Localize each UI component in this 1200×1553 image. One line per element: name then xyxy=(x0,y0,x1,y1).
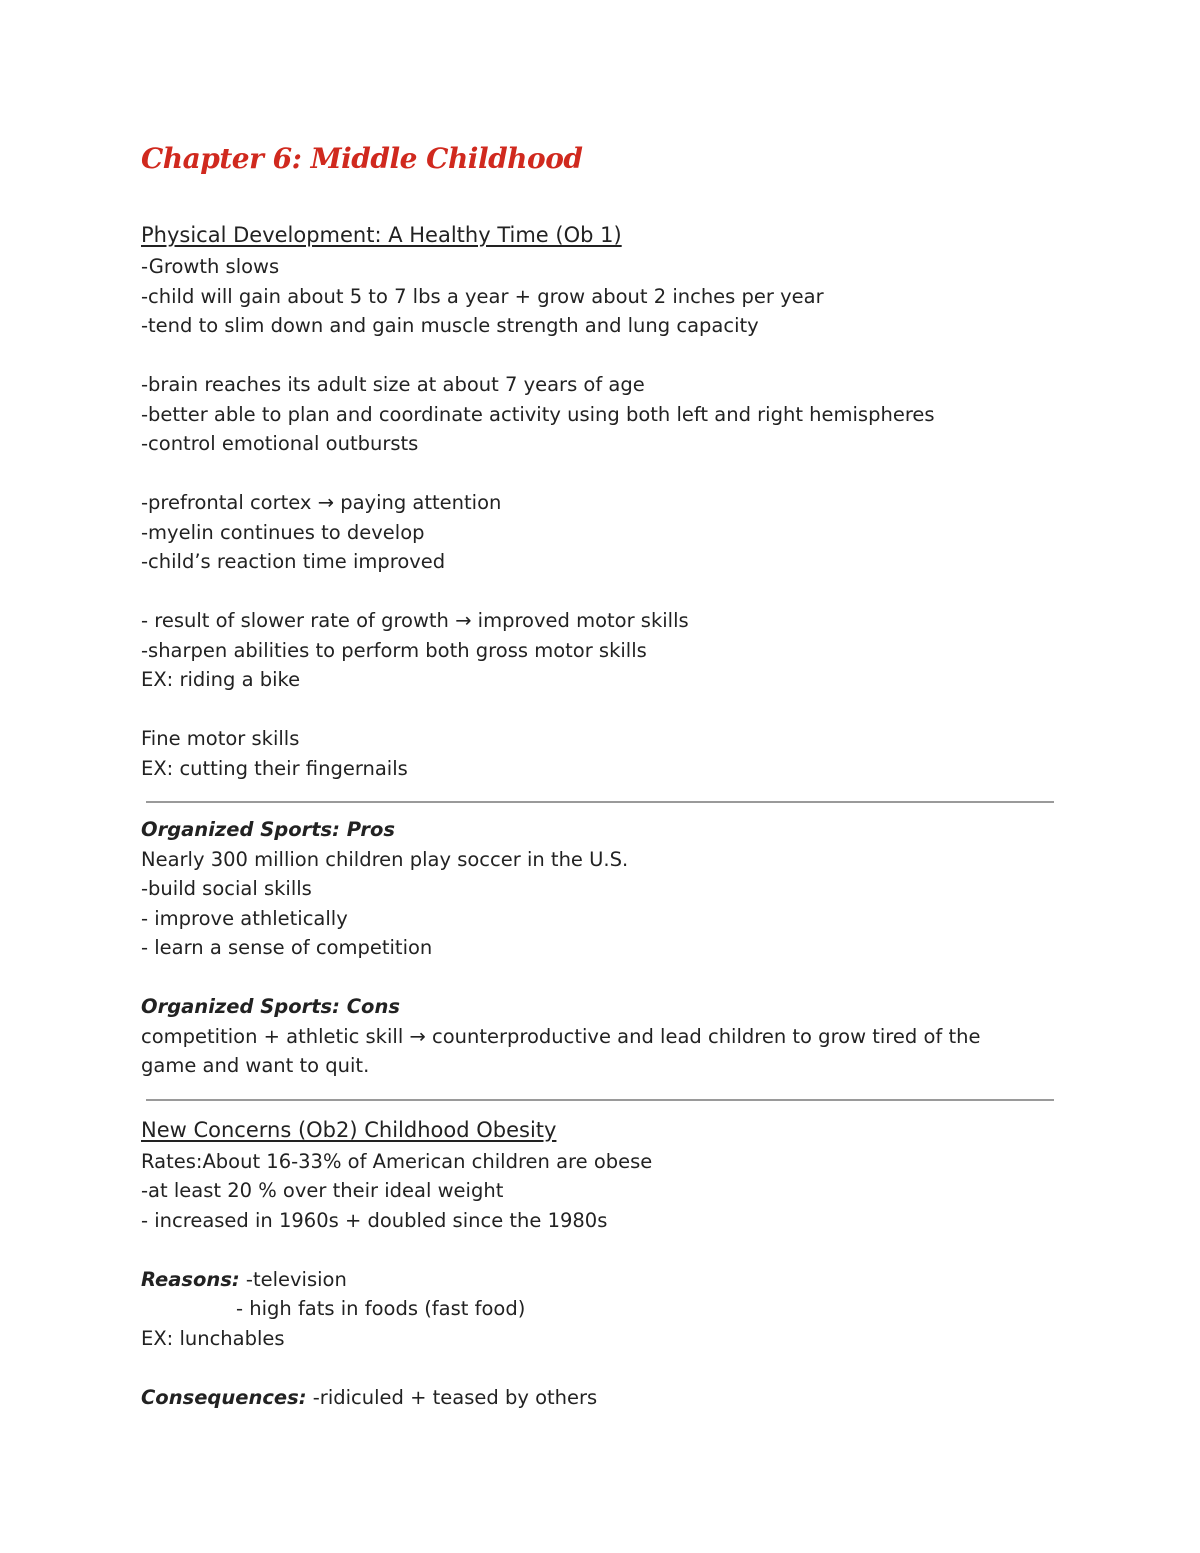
spacer xyxy=(141,577,1061,607)
text-line: Rates:About 16-33% of American children are obese xyxy=(141,1149,653,1173)
text-line: -Growth slows xyxy=(141,255,280,278)
text-line: EX: lunchables xyxy=(141,1326,285,1350)
subheading-sports-cons: Organized Sports: Cons xyxy=(141,995,400,1018)
reasons-label: Reasons: xyxy=(141,1267,240,1291)
text-line: EX: cutting their fingernails xyxy=(141,756,408,780)
consequences-line xyxy=(141,1383,1061,1413)
text-paragraph: competition + athletic skill → counterproductive and lead children to grow tired of the game and want to quit. xyxy=(141,1024,981,1077)
subheading-sports-pros: Organized Sports: Pros xyxy=(141,818,396,841)
spacer xyxy=(141,1235,1061,1265)
text-line: -control emotional outbursts xyxy=(141,432,419,455)
text-line: -myelin continues to develop xyxy=(141,520,425,544)
spacer xyxy=(141,341,1061,371)
section-heading-new-concerns: New Concerns (Ob2) Childhood Obesity xyxy=(141,1117,557,1142)
horizontal-divider xyxy=(146,801,1054,803)
text-line: -prefrontal cortex → paying attention xyxy=(141,491,502,514)
consequence-item: -ridiculed + teased by others xyxy=(306,1385,598,1409)
text-line: - learn a sense of competition xyxy=(141,936,433,959)
text-line: -sharpen abilities to perform both gross motor skills xyxy=(141,638,647,662)
text-line: -child will gain about 5 to 7 lbs a year + grow about 2 inches per year xyxy=(141,284,824,308)
text-line: -build social skills xyxy=(141,877,312,900)
section-heading-physical-development: Physical Development: A Healthy Time (Ob 1) xyxy=(141,223,622,247)
horizontal-divider xyxy=(146,1099,1054,1101)
text-line: -at least 20 % over their ideal weight xyxy=(141,1179,504,1202)
text-line: - improve athletically xyxy=(141,906,348,930)
consequences-label: Consequences: xyxy=(141,1385,307,1409)
text-line: -child’s reaction time improved xyxy=(141,550,446,573)
text-line: EX: riding a bike xyxy=(141,668,301,691)
text-line: -tend to slim down and gain muscle strength and lung capacity xyxy=(141,314,759,337)
reason-item: - high fats in foods (fast food) xyxy=(236,1297,526,1320)
text-line: -brain reaches its adult size at about 7 years of age xyxy=(141,373,645,396)
spacer xyxy=(141,1353,1061,1383)
spacer xyxy=(141,695,1061,725)
spacer xyxy=(141,459,1061,489)
text-line: Nearly 300 million children play soccer in the U.S. xyxy=(141,847,629,871)
reasons-line xyxy=(141,1265,1061,1295)
text-line: Fine motor skills xyxy=(141,727,300,750)
spacer xyxy=(141,963,1061,993)
text-line: - increased in 1960s + doubled since the 1980s xyxy=(141,1208,608,1232)
document-title: Chapter 6: Middle Childhood xyxy=(141,142,583,175)
text-line: -better able to plan and coordinate activity using both left and right hemispheres xyxy=(141,402,935,426)
reason-item: -television xyxy=(239,1267,347,1291)
text-line: - result of slower rate of growth → improved motor skills xyxy=(141,609,689,632)
document-page xyxy=(141,134,1061,1412)
